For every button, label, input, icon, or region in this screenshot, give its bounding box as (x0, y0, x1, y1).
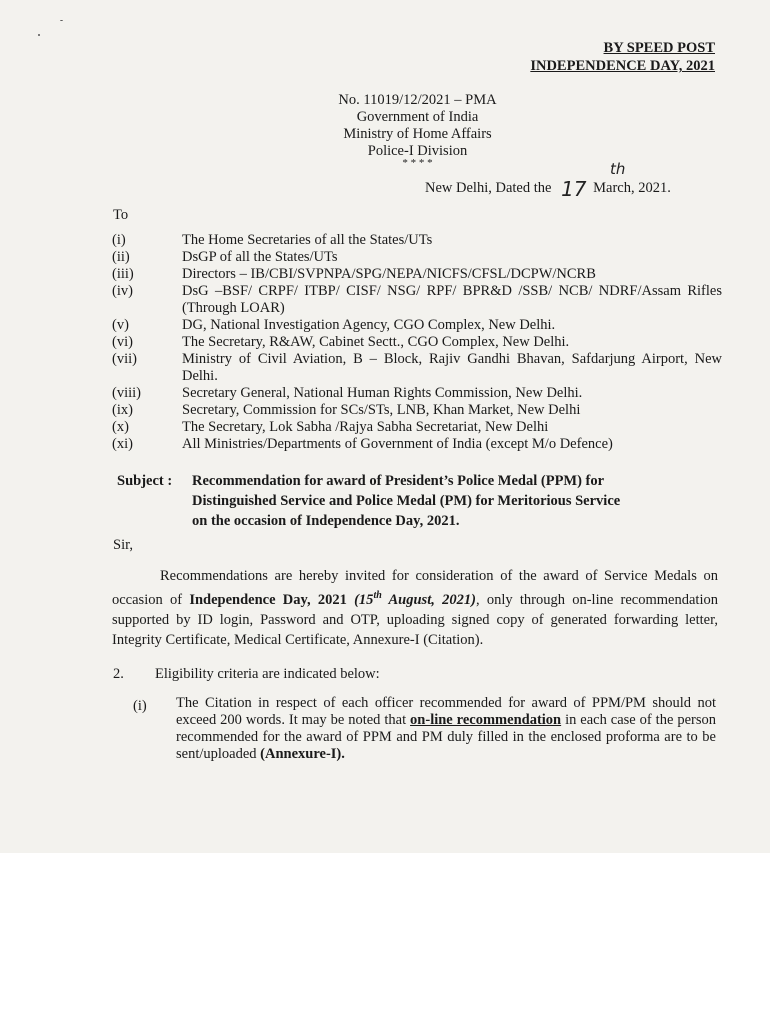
criteria-online-recommendation: on-line recommendation (410, 712, 562, 728)
recipient-text: Secretary General, National Human Rights Commission, New Delhi. (182, 385, 583, 401)
criteria-number: (i) (133, 698, 147, 714)
recipient-text: The Home Secretaries of all the States/UTs (182, 232, 433, 248)
recipient-number: (ix) (112, 402, 133, 418)
recipient-text: DsGP of all the States/UTs (182, 249, 338, 265)
recipient-text: DsG –BSF/ CRPF/ ITBP/ CISF/ NSG/ RPF/ BPR&D /SSB/ NCB/ NDRF/Assam Rifles (Through LOAR) (182, 283, 722, 316)
handwritten-day-suffix: th (610, 160, 626, 178)
para2-number: 2. (113, 666, 124, 682)
recipient-item (112, 283, 722, 317)
recipient-text: The Secretary, Lok Sabha /Rajya Sabha Secretariat, New Delhi (182, 419, 549, 435)
recipient-number: (x) (112, 419, 129, 435)
recipient-item (112, 402, 722, 419)
subject-label: Subject : (117, 473, 173, 489)
criteria-text-start: The Citation in respect of each officer recommended for award of PPM/PM should not exceed 200 words. It may be noted that (176, 695, 716, 728)
recipient-text: The Secretary, R&AW, Cabinet Sectt., CGO Complex, New Delhi. (182, 334, 570, 350)
scan-speck (38, 34, 40, 36)
date-suffix: March, 2021. (593, 180, 671, 196)
handwritten-day: 17 (561, 177, 587, 201)
recipient-text: DG, National Investigation Agency, CGO Complex, New Delhi. (182, 317, 556, 333)
subject-line-1: Recommendation for award of President’s Police Medal (PPM) for (192, 473, 605, 489)
para1-date-open: (15 (346, 591, 374, 608)
para1-text-start: Recommendations are hereby invited for consideration of the award of Service Medals on occasion of (112, 568, 718, 608)
recipient-item (112, 385, 722, 402)
recipient-text: Ministry of Civil Aviation, B – Block, Rajiv Gandhi Bhavan, Safdarjung Airport, New Delhi. (182, 351, 722, 384)
government-name: Government of India (356, 109, 479, 125)
para1-occasion: Independence Day, 2021 (189, 591, 347, 608)
para1-text-end: , only through on-line recommendation supported by ID login, Password and OTP, uploading signed copy of generated forwarding letter, Integrity Certificate, Medical Certificate, Annexure-I (Citation). (112, 591, 718, 648)
recipient-item (112, 436, 722, 453)
criteria-annexure: (Annexure-I). (260, 746, 345, 762)
para2-text: Eligibility criteria are indicated below: (155, 666, 380, 682)
recipient-number: (xi) (112, 436, 133, 452)
recipient-item (112, 317, 722, 334)
recipient-item (112, 266, 722, 283)
recipient-item (112, 419, 722, 436)
subject-line-3: on the occasion of Independence Day, 2021. (192, 513, 460, 529)
date-prefix: New Delhi, Dated the (425, 180, 552, 196)
file-number: No. 11019/12/2021 – PMA (338, 92, 497, 108)
criteria-text (176, 695, 716, 763)
date-line (425, 160, 671, 201)
recipient-number: (i) (112, 232, 126, 248)
recipient-item (112, 334, 722, 351)
subject-line-2: Distinguished Service and Police Medal (PM) for Meritorious Service (192, 493, 621, 509)
recipient-text: Secretary, Commission for SCs/STs, LNB, Khan Market, New Delhi (182, 402, 581, 418)
recipient-number: (vii) (112, 351, 137, 367)
recipient-text: Directors – IB/CBI/SVPNPA/SPG/NEPA/NICFS/CFSL/DCPW/NCRB (182, 266, 596, 282)
recipient-number: (iii) (112, 266, 134, 282)
recipient-number: (viii) (112, 385, 141, 401)
recipient-number: (ii) (112, 249, 130, 265)
occasion-heading: INDEPENDENCE DAY, 2021 (530, 58, 715, 74)
recipient-item (112, 249, 722, 266)
para1-date-close: August, 2021) (381, 591, 476, 608)
scan-speck (60, 20, 63, 21)
blank-area (0, 853, 770, 1024)
paragraph-1 (112, 566, 718, 650)
dispatch-mode: BY SPEED POST (603, 40, 715, 56)
recipient-text: All Ministries/Departments of Government of India (except M/o Defence) (182, 436, 613, 452)
division-name: Police-I Division (367, 143, 468, 159)
recipient-number: (iv) (112, 283, 133, 299)
ministry-name: Ministry of Home Affairs (343, 126, 492, 142)
recipient-item (112, 232, 722, 249)
recipient-number: (vi) (112, 334, 133, 350)
separator-stars: * * * * (402, 157, 433, 169)
para1-date-sup: th (373, 590, 382, 601)
salutation: Sir, (113, 537, 133, 553)
criteria-text-middle: in each case of the person recommended for the award of PPM and PM duly filled in the enclosed proforma are to be sent/uploaded (176, 712, 716, 762)
recipient-item (112, 351, 722, 385)
recipient-number: (v) (112, 317, 129, 333)
to-label: To (113, 207, 129, 223)
